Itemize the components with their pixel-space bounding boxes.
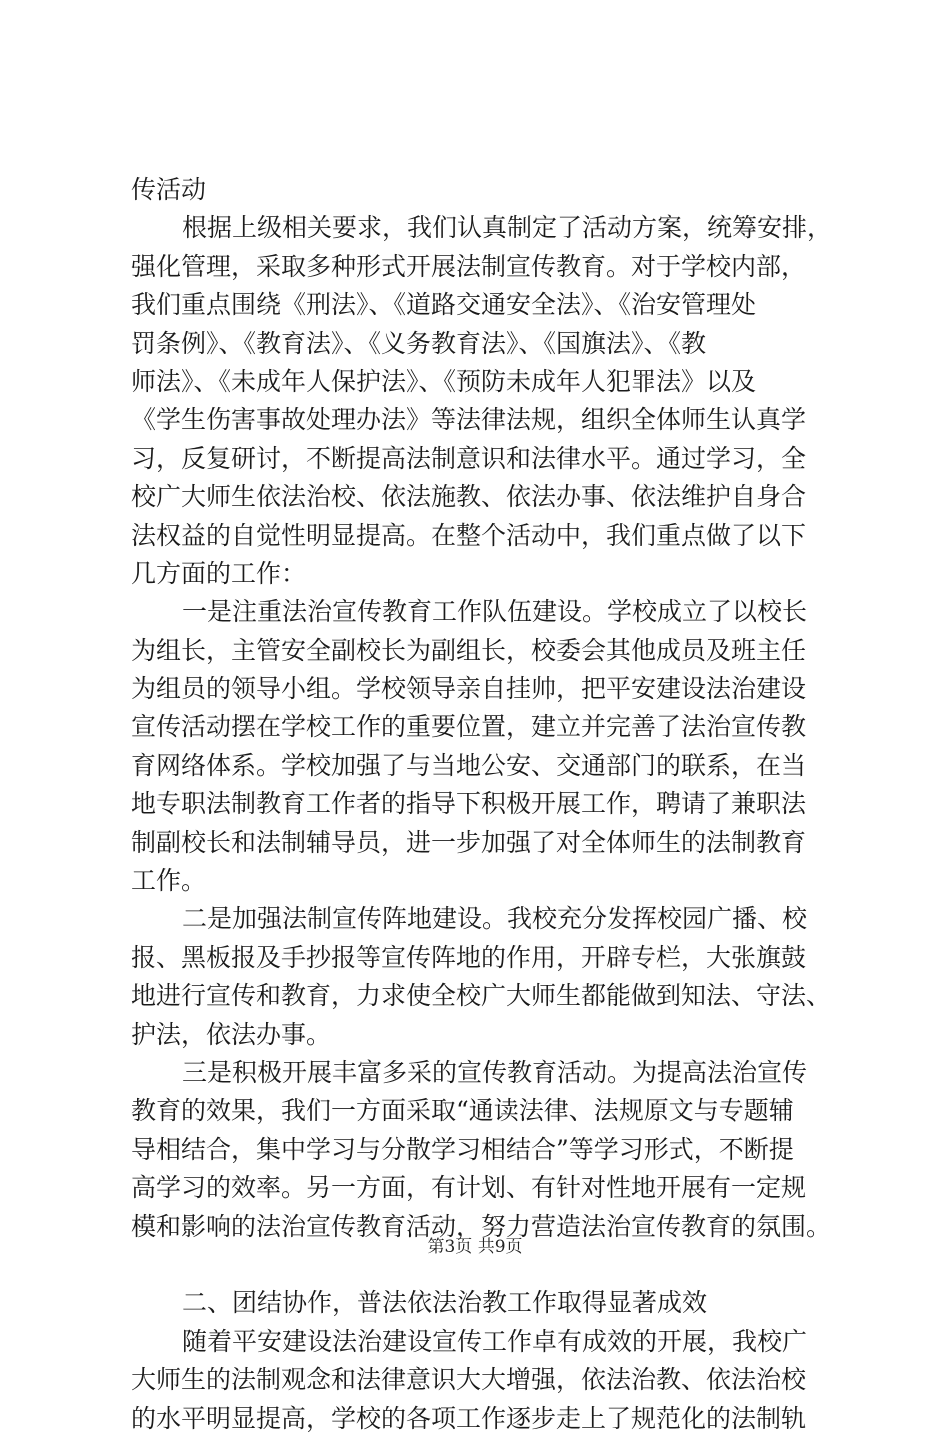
text-line: 制副校长和法制辅导员，进一步加强了对全体师生的法制教育 [131, 827, 807, 857]
section-heading: 二、团结协作，普法依法治教工作取得显著成效 [182, 1288, 708, 1318]
text-line: 《学生伤害事故处理办法》等法律法规，组织全体师生认真学 [131, 405, 807, 435]
text-line: 我们重点围绕《刑法》、《道路交通安全法》、《治安管理处 [131, 290, 757, 320]
text-line: 为组长，主管安全副校长为副组长，校委会其他成员及班主任 [131, 635, 807, 665]
text-line: 导相结合，集中学习与分散学习相结合”等学习形式，不断提 [131, 1134, 794, 1164]
text-line: 强化管理，采取多种形式开展法制宣传教育。对于学校内部， [131, 251, 807, 281]
text-line: 三是积极开展丰富多采的宣传教育活动。为提高法治宣传 [182, 1057, 808, 1087]
text-line: 工作。 [131, 866, 207, 896]
text-line: 大师生的法制观念和法律意识大大增强，依法治教、依法治校 [131, 1365, 807, 1395]
text-line: 高学习的效率。另一方面，有计划、有针对性地开展有一定规 [131, 1173, 807, 1203]
text-line: 罚条例》、《教育法》、《义务教育法》、《国旗法》、《教 [131, 328, 707, 358]
text-line: 育网络体系。学校加强了与当地公安、交通部门的联系，在当 [131, 750, 807, 780]
text-line: 根据上级相关要求，我们认真制定了活动方案，统筹安排， [182, 213, 833, 243]
text-line: 为组员的领导小组。学校领导亲自挂帅，把平安建设法治建设 [131, 674, 807, 704]
text-line: 模和影响的法治宣传教育活动，努力营造法治宣传教育的氛围。 [131, 1211, 832, 1241]
text-line: 护法，依法办事。 [131, 1019, 332, 1049]
text-line: 校广大师生依法治校、依法施教、依法办事、依法维护自身合 [131, 482, 807, 512]
text-line: 地进行宣传和教育，力求使全校广大师生都能做到知法、守法、 [131, 981, 832, 1011]
page-number-footer: 第3页 共9页 [427, 1237, 523, 1257]
text-line: 几方面的工作： [131, 558, 307, 588]
text-line: 传活动 [131, 175, 207, 204]
text-line: 的水平明显提高，学校的各项工作逐步走上了规范化的法制轨 [131, 1403, 807, 1433]
text-line: 师法》、《未成年人保护法》、《预防未成年人犯罪法》以及 [131, 366, 757, 396]
text-line: 二是加强法制宣传阵地建设。我校充分发挥校园广播、校 [182, 904, 808, 934]
text-line: 宣传活动摆在学校工作的重要位置，建立并完善了法治宣传教 [131, 712, 807, 742]
text-line: 教育的效果，我们一方面采取“通读法律、法规原文与专题辅 [131, 1096, 794, 1126]
text-line: 地专职法制教育工作者的指导下积极开展工作，聘请了兼职法 [131, 789, 807, 819]
text-line: 报、黑板报及手抄报等宣传阵地的作用，开辟专栏，大张旗鼓 [131, 942, 807, 972]
text-line: 一是注重法治宣传教育工作队伍建设。学校成立了以校长 [182, 597, 808, 627]
text-line: 习，反复研讨，不断提高法制意识和法律水平。通过学习，全 [131, 443, 807, 473]
text-line: 法权益的自觉性明显提高。在整个活动中，我们重点做了以下 [131, 520, 807, 550]
text-line: 随着平安建设法治建设宣传工作卓有成效的开展，我校广 [182, 1326, 808, 1356]
